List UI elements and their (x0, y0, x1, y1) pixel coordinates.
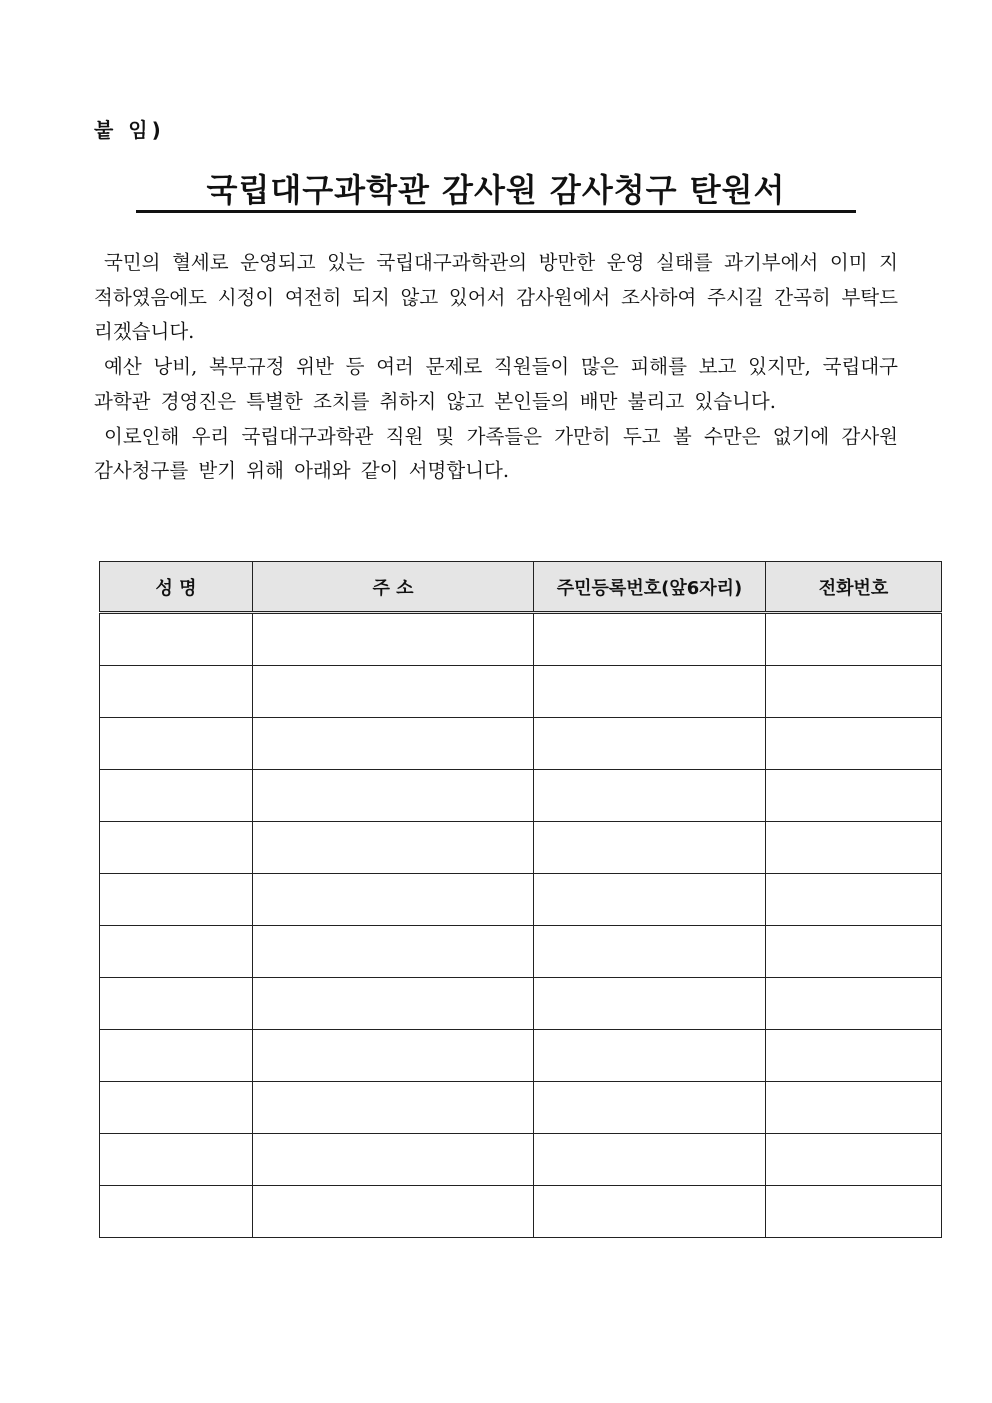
cell-phone[interactable] (766, 718, 942, 770)
paragraph-3: 이로인해 우리 국립대구과학관 직원 및 가족들은 가만히 두고 볼 수만은 없기에 감사원 감사청구를 받기 위해 아래와 같이 서명합니다. (94, 424, 898, 483)
cell-resident-number[interactable] (534, 718, 766, 770)
cell-resident-number[interactable] (534, 874, 766, 926)
cell-phone[interactable] (766, 874, 942, 926)
cell-name[interactable] (100, 666, 253, 718)
table-header-row (100, 562, 942, 613)
cell-name[interactable] (100, 926, 253, 978)
cell-address[interactable] (253, 770, 534, 822)
paragraph-1: 국민의 혈세로 운영되고 있는 국립대구과학관의 방만한 운영 실태를 과기부에서 이미 지적하였음에도 시정이 여전히 되지 않고 있어서 감사원에서 조사하여 주시길 간곡히 부탁드리겠습니다. (94, 251, 898, 344)
cell-resident-number[interactable] (534, 666, 766, 718)
cell-name[interactable] (100, 1186, 253, 1238)
table-row (100, 822, 942, 874)
cell-name[interactable] (100, 1134, 253, 1186)
cell-resident-number[interactable] (534, 926, 766, 978)
cell-resident-number[interactable] (534, 1134, 766, 1186)
cell-name[interactable] (100, 1082, 253, 1134)
cell-address[interactable] (253, 666, 534, 718)
table-row (100, 770, 942, 822)
table-row (100, 1082, 942, 1134)
cell-name[interactable] (100, 874, 253, 926)
cell-address[interactable] (253, 978, 534, 1030)
paragraph-2: 예산 낭비, 복무규정 위반 등 여러 문제로 직원들이 많은 피해를 보고 있지만, 국립대구과학관 경영진은 특별한 조치를 취하지 않고 본인들의 배만 불리고 있습니다. (94, 355, 898, 413)
cell-address[interactable] (253, 718, 534, 770)
cell-name[interactable] (100, 613, 253, 666)
cell-phone[interactable] (766, 770, 942, 822)
cell-address[interactable] (253, 1186, 534, 1238)
cell-phone[interactable] (766, 613, 942, 666)
cell-phone[interactable] (766, 1134, 942, 1186)
table-row (100, 613, 942, 666)
table-row (100, 874, 942, 926)
cell-name[interactable] (100, 822, 253, 874)
cell-phone[interactable] (766, 1082, 942, 1134)
table-row (100, 1134, 942, 1186)
cell-phone[interactable] (766, 926, 942, 978)
cell-phone[interactable] (766, 978, 942, 1030)
cell-phone[interactable] (766, 1186, 942, 1238)
header-phone: 전화번호 (766, 562, 942, 613)
cell-address[interactable] (253, 1134, 534, 1186)
cell-name[interactable] (100, 1030, 253, 1082)
header-resident-number: 주민등록번호(앞6자리) (534, 562, 766, 613)
cell-address[interactable] (253, 822, 534, 874)
attachment-label: 붙 임) (94, 118, 165, 142)
title-underline (136, 210, 856, 213)
table-row (100, 1186, 942, 1238)
cell-address[interactable] (253, 1030, 534, 1082)
signature-rows (100, 613, 942, 1238)
document-title: 국립대구과학관 감사원 감사청구 탄원서 (206, 171, 786, 209)
cell-name[interactable] (100, 718, 253, 770)
cell-resident-number[interactable] (534, 1082, 766, 1134)
cell-address[interactable] (253, 874, 534, 926)
table-row (100, 978, 942, 1030)
signature-table (99, 561, 942, 1238)
cell-phone[interactable] (766, 666, 942, 718)
header-address: 주 소 (253, 562, 534, 613)
cell-name[interactable] (100, 770, 253, 822)
cell-address[interactable] (253, 613, 534, 666)
table-row (100, 666, 942, 718)
cell-address[interactable] (253, 926, 534, 978)
cell-resident-number[interactable] (534, 822, 766, 874)
table-row (100, 1030, 942, 1082)
cell-resident-number[interactable] (534, 1030, 766, 1082)
cell-name[interactable] (100, 978, 253, 1030)
cell-address[interactable] (253, 1082, 534, 1134)
cell-resident-number[interactable] (534, 770, 766, 822)
table-row (100, 926, 942, 978)
cell-phone[interactable] (766, 1030, 942, 1082)
cell-phone[interactable] (766, 822, 942, 874)
cell-resident-number[interactable] (534, 613, 766, 666)
cell-resident-number[interactable] (534, 978, 766, 1030)
table-row (100, 718, 942, 770)
header-name: 성 명 (100, 562, 253, 613)
cell-resident-number[interactable] (534, 1186, 766, 1238)
petition-body (94, 246, 898, 489)
